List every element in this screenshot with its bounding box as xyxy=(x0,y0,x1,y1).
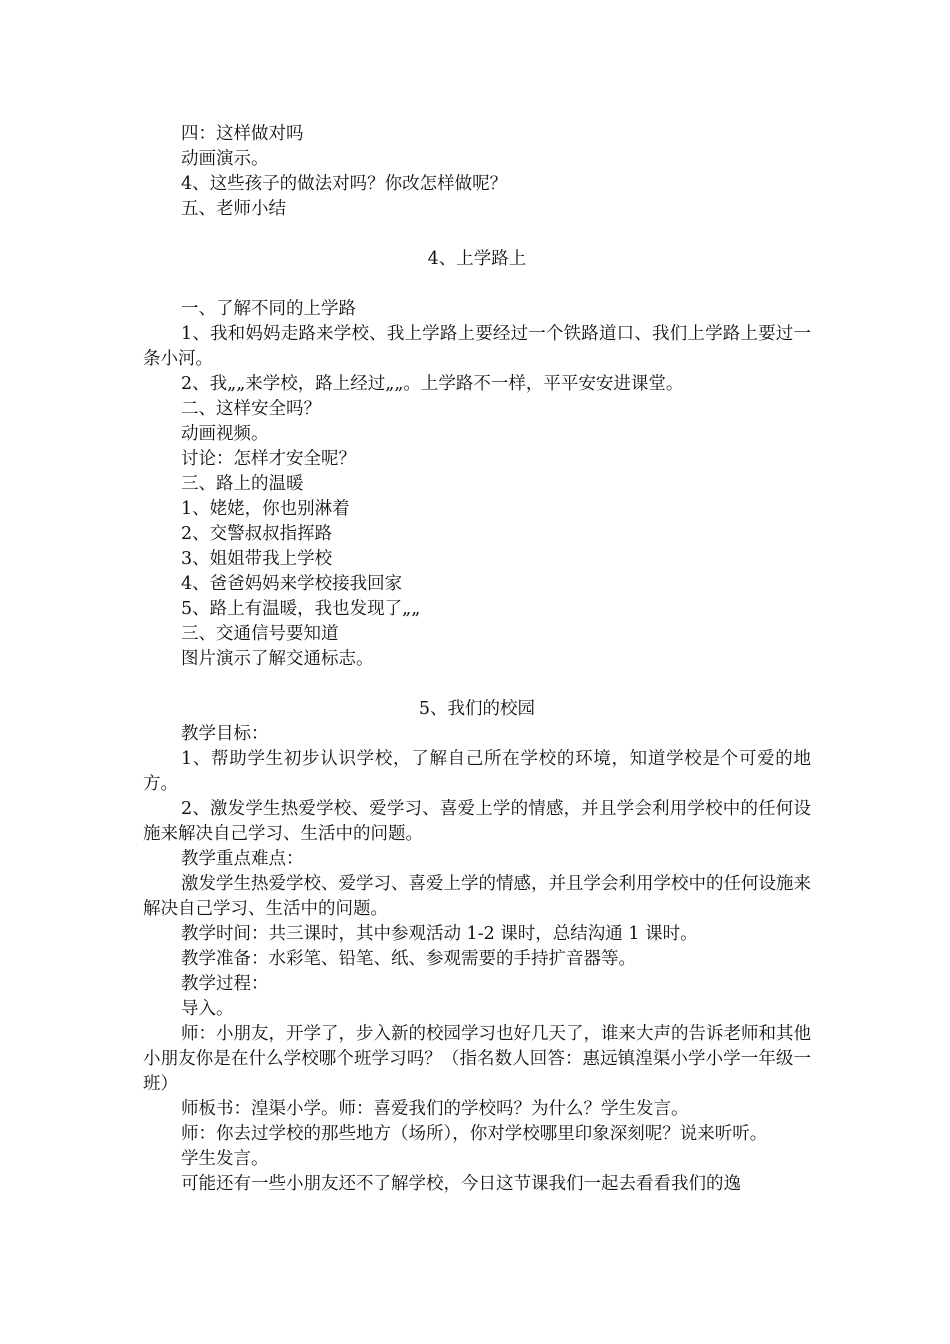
paragraph: 2、交警叔叔指挥路 xyxy=(181,524,333,544)
paragraph: 教学准备：水彩笔、铅笔、纸、参观需要的手持扩音器等。 xyxy=(181,949,636,969)
paragraph: 2、我„„来学校，路上经过„„。上学路不一样，平平安安进课堂。 xyxy=(181,374,684,394)
paragraph: 教学过程： xyxy=(181,974,269,994)
paragraph: 3、姐姐带我上学校 xyxy=(181,549,333,569)
paragraph: 教学重点难点： xyxy=(181,849,304,869)
paragraph: 讨论：怎样才安全呢？ xyxy=(181,449,356,469)
paragraph: 2、激发学生热爱学校、爱学习、喜爱上学的情感，并且学会利用学校中的任何设施来解决自己学习、生活中的问题。 xyxy=(143,799,811,844)
section-title: 5、我们的校园 xyxy=(418,699,536,719)
paragraph: 5、路上有温暖，我也发现了„„ xyxy=(181,599,421,619)
paragraph: 四：这样做对吗 xyxy=(181,124,304,144)
paragraph: 4、爸爸妈妈来学校接我回家 xyxy=(181,574,403,594)
document-page xyxy=(143,122,811,1197)
paragraph: 图片演示了解交通标志。 xyxy=(181,649,374,669)
paragraph: 二、这样安全吗？ xyxy=(181,399,321,419)
paragraph: 1、姥姥，你也别淋着 xyxy=(181,499,350,519)
paragraph: 师：小朋友，开学了，步入新的校园学习也好几天了，谁来大声的告诉老师和其他小朋友你是在什么学校哪个班学习吗？（指名数人回答：惠远镇湟渠小学小学一年级一班） xyxy=(143,1024,811,1094)
paragraph: 一、了解不同的上学路 xyxy=(181,299,356,319)
paragraph: 师板书：湟渠小学。师：喜爱我们的学校吗？为什么？学生发言。 xyxy=(181,1099,689,1119)
paragraph: 动画视频。 xyxy=(181,424,269,444)
paragraph: 三、路上的温暖 xyxy=(181,474,304,494)
paragraph: 教学目标： xyxy=(181,724,269,744)
section-title: 4、上学路上 xyxy=(427,249,527,269)
paragraph: 动画演示。 xyxy=(181,149,269,169)
paragraph: 教学时间：共三课时，其中参观活动 1-2 课时，总结沟通 1 课时。 xyxy=(181,924,698,944)
paragraph: 激发学生热爱学校、爱学习、喜爱上学的情感，并且学会利用学校中的任何设施来解决自己学习、生活中的问题。 xyxy=(143,874,811,919)
paragraph: 4、这些孩子的做法对吗？你改怎样做呢？ xyxy=(181,174,508,194)
paragraph: 1、我和妈妈走路来学校、我上学路上要经过一个铁路道口、我们上学路上要过一条小河。 xyxy=(143,324,811,369)
paragraph: 可能还有一些小朋友还不了解学校，今日这节课我们一起去看看我们的逸 xyxy=(181,1174,741,1194)
paragraph: 学生发言。 xyxy=(181,1149,269,1169)
paragraph: 1、帮助学生初步认识学校，了解自己所在学校的环境，知道学校是个可爱的地方。 xyxy=(143,749,811,794)
paragraph: 三、交通信号要知道 xyxy=(181,624,339,644)
paragraph: 师：你去过学校的那些地方（场所），你对学校哪里印象深刻呢？说来听听。 xyxy=(181,1124,768,1144)
paragraph: 导入。 xyxy=(181,999,234,1019)
paragraph: 五、老师小结 xyxy=(181,199,286,219)
